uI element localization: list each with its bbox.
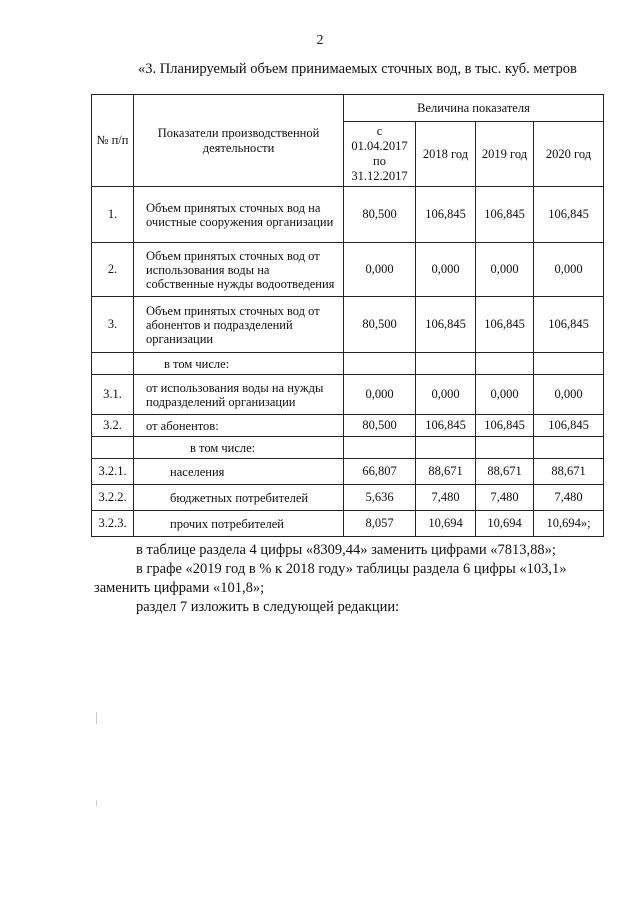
- row-indicator: Объем принятых сточных вод на очистные сооружения организации: [134, 187, 344, 243]
- row-value: 0,000: [534, 375, 604, 415]
- table-row: [92, 485, 604, 511]
- table-row: [92, 353, 604, 375]
- row-value: [476, 437, 534, 459]
- row-number: 3.2.: [92, 415, 134, 437]
- row-number: 3.2.2.: [92, 485, 134, 511]
- header-period-2017: с 01.04.2017 по 31.12.2017: [344, 122, 416, 187]
- row-value: 0,000: [476, 243, 534, 297]
- table-body: [92, 187, 604, 537]
- row-value: [416, 353, 476, 375]
- row-indicator: Объем принятых сточных вод от абонентов и подразделений организации: [134, 297, 344, 353]
- row-value: 0,000: [416, 243, 476, 297]
- row-value: 0,000: [344, 375, 416, 415]
- paragraph-table6: в графе «2019 год в % к 2018 году» таблицы раздела 6 цифры «103,1» заменить цифрами «101,8»;: [94, 561, 567, 596]
- row-value: 7,480: [416, 485, 476, 511]
- row-value: 0,000: [534, 243, 604, 297]
- row-value: 0,000: [416, 375, 476, 415]
- row-value: [534, 437, 604, 459]
- row-value: 106,845: [534, 187, 604, 243]
- row-number: 1.: [92, 187, 134, 243]
- paragraph-section7: раздел 7 изложить в следующей редакции:: [136, 599, 400, 615]
- row-value: 10,694: [416, 511, 476, 537]
- scan-artifact: [96, 712, 97, 724]
- row-value: 88,671: [534, 459, 604, 485]
- row-value: [344, 437, 416, 459]
- row-value: 106,845: [534, 415, 604, 437]
- row-value: 88,671: [476, 459, 534, 485]
- header-period-2018: 2018 год: [416, 122, 476, 187]
- row-indicator: прочих потребителей: [134, 511, 344, 537]
- header-indicator: Показатели производственной деятельности: [134, 95, 344, 187]
- row-indicator: бюджетных потребителей: [134, 485, 344, 511]
- table-row: [92, 437, 604, 459]
- table-row: [92, 415, 604, 437]
- row-value: [416, 437, 476, 459]
- row-value: 80,500: [344, 297, 416, 353]
- table-row: [92, 459, 604, 485]
- row-value: 66,807: [344, 459, 416, 485]
- page-number: 2: [316, 33, 324, 48]
- table-row: [92, 297, 604, 353]
- section-title: «3. Планируемый объем принимаемых сточных вод, в тыс. куб. метров: [138, 61, 577, 77]
- row-value: 5,636: [344, 485, 416, 511]
- row-value: 10,694: [476, 511, 534, 537]
- scan-artifact: [96, 800, 97, 806]
- row-value: [344, 353, 416, 375]
- row-value: 106,845: [416, 415, 476, 437]
- row-number: 3.2.1.: [92, 459, 134, 485]
- row-number: [92, 353, 134, 375]
- table-row: [92, 511, 604, 537]
- header-period-2019: 2019 год: [476, 122, 534, 187]
- row-value: 106,845: [476, 187, 534, 243]
- row-number: 2.: [92, 243, 134, 297]
- wastewater-volume-table: [91, 94, 604, 537]
- row-value: 10,694»;: [534, 511, 604, 537]
- table-row: [92, 187, 604, 243]
- row-indicator: в том числе:: [134, 353, 344, 375]
- row-indicator: Объем принятых сточных вод от использования воды на собственные нужды водоотведения: [134, 243, 344, 297]
- row-value: 106,845: [476, 415, 534, 437]
- header-group: Величина показателя: [344, 95, 604, 122]
- row-number: 3.1.: [92, 375, 134, 415]
- paragraph-table4: в таблице раздела 4 цифры «8309,44» заменить цифрами «7813,88»;: [136, 542, 556, 558]
- row-value: 106,845: [534, 297, 604, 353]
- row-value: 106,845: [416, 187, 476, 243]
- row-indicator: населения: [134, 459, 344, 485]
- row-value: 80,500: [344, 415, 416, 437]
- table-row: [92, 375, 604, 415]
- row-value: 106,845: [416, 297, 476, 353]
- row-value: 7,480: [534, 485, 604, 511]
- row-indicator: в том числе:: [134, 437, 344, 459]
- row-value: 88,671: [416, 459, 476, 485]
- row-value: 0,000: [476, 375, 534, 415]
- row-number: [92, 437, 134, 459]
- row-value: [534, 353, 604, 375]
- row-value: 0,000: [344, 243, 416, 297]
- table-row: [92, 243, 604, 297]
- header-period-2020: 2020 год: [534, 122, 604, 187]
- header-num: № п/п: [92, 95, 134, 187]
- row-number: 3.: [92, 297, 134, 353]
- row-value: [476, 353, 534, 375]
- row-number: 3.2.3.: [92, 511, 134, 537]
- row-value: 7,480: [476, 485, 534, 511]
- row-value: 8,057: [344, 511, 416, 537]
- row-value: 80,500: [344, 187, 416, 243]
- amendment-text: [94, 541, 610, 617]
- row-value: 106,845: [476, 297, 534, 353]
- row-indicator: от абонентов:: [134, 415, 344, 437]
- row-indicator: от использования воды на нужды подразделений организации: [134, 375, 344, 415]
